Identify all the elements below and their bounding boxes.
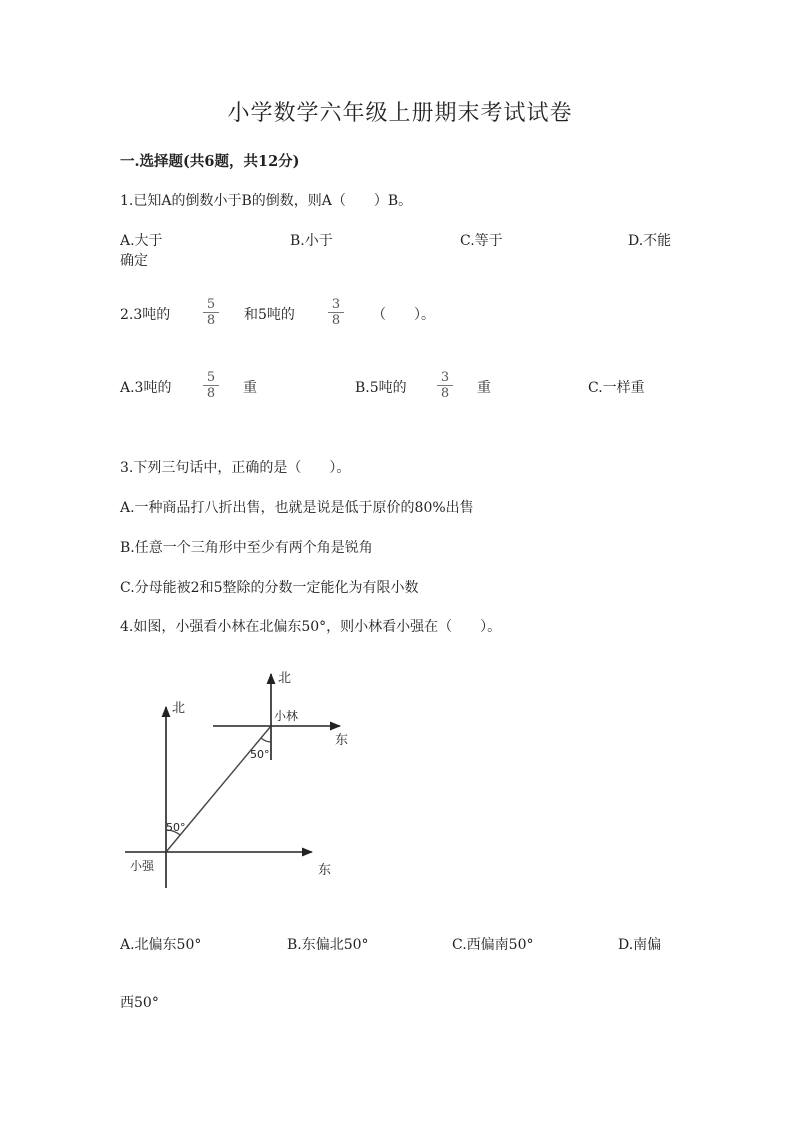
q1-option-d[interactable]: D.不能 (628, 233, 672, 249)
north-label-left: 北 (172, 701, 186, 716)
q1-option-d-cont: 确定 (120, 253, 148, 269)
q2-fraction-1 (203, 297, 219, 328)
q1-option-b[interactable]: B.小于 (290, 233, 333, 249)
direction-diagram (120, 660, 360, 890)
q1-stem: 1.已知A的倒数小于B的倒数，则A（ ）B。 (120, 193, 413, 209)
q2-option-a-part2: 重 (243, 380, 257, 396)
fraction-denominator: 8 (440, 386, 450, 401)
section-heading: 一.选择题(共6题，共12分) (120, 153, 300, 170)
q2-option-a-fraction (203, 370, 219, 401)
q2-fraction-2 (328, 297, 344, 328)
q2-stem-part1: 2.3吨的 (120, 307, 171, 323)
fraction-denominator: 8 (206, 313, 216, 328)
fraction-numerator: 3 (328, 297, 344, 313)
q4-stem: 4.如图，小强看小林在北偏东50°，则小林看小强在（ ）。 (120, 619, 502, 635)
q4-option-c[interactable]: C.西偏南50° (452, 937, 534, 953)
q2-option-c[interactable]: C.一样重 (588, 380, 645, 396)
q1-option-c[interactable]: C.等于 (460, 233, 503, 249)
east-label-bottom: 东 (318, 863, 332, 878)
q2-option-b-part2: 重 (477, 380, 491, 396)
q2-option-b-fraction (437, 370, 453, 401)
q3-stem: 3.下列三句话中，正确的是（ ）。 (120, 460, 351, 476)
q2-option-b-part1[interactable]: B.5吨的 (355, 380, 407, 396)
q3-option-a[interactable]: A.一种商品打八折出售，也就是说是低于原价的80%出售 (120, 500, 474, 516)
east-label-top: 东 (335, 733, 349, 748)
q1-option-a[interactable]: A.大于 (120, 233, 163, 249)
q2-stem-part3: （ ）。 (372, 307, 435, 323)
q2-option-a-part1[interactable]: A.3吨的 (120, 380, 172, 396)
q3-option-b[interactable]: B.任意一个三角形中至少有两个角是锐角 (120, 540, 373, 556)
fraction-denominator: 8 (206, 386, 216, 401)
angle-label-bottom: 50° (166, 821, 186, 834)
q4-option-a[interactable]: A.北偏东50° (120, 937, 202, 953)
angle-arc-top (261, 738, 271, 742)
page-title: 小学数学六年级上册期末考试试卷 (227, 101, 573, 126)
q2-stem-part2: 和5吨的 (244, 307, 295, 323)
q4-option-b[interactable]: B.东偏北50° (287, 937, 369, 953)
xiaolin-label: 小林 (274, 709, 299, 723)
north-label-right: 北 (278, 671, 292, 686)
q4-option-d[interactable]: D.南偏 (618, 937, 662, 953)
q4-option-d-cont: 西50° (120, 995, 159, 1011)
fraction-numerator: 5 (203, 297, 219, 313)
q3-option-c[interactable]: C.分母能被2和5整除的分数一定能化为有限小数 (120, 580, 419, 596)
angle-label-top: 50° (250, 748, 270, 761)
fraction-numerator: 3 (437, 370, 453, 386)
fraction-numerator: 5 (203, 370, 219, 386)
xiaoqiang-label: 小强 (130, 859, 155, 873)
fraction-denominator: 8 (331, 313, 341, 328)
